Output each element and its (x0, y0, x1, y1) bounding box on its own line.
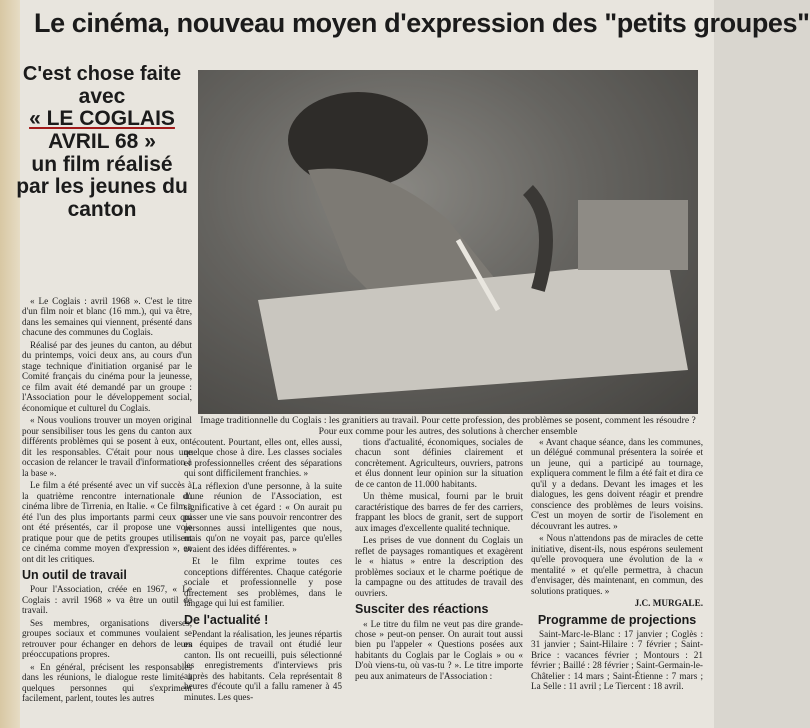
program-list: Saint-Marc-le-Blanc : 17 janvier ; Coglès : 31 janvier ; Saint-Hilaire : 7 février ; Saint-Brice : vacances février ; Montours : 21 février ; Baillé : 28 février ; Saint-Germain-le-Châtelier : 14 mars ; Saint-Étienne : 7 mars ; La Selle : 11 avril ; Le Tiercent : 18 avril. (531, 629, 703, 692)
paragraph: Un thème musical, fourni par le bruit caractéristique des barres de fer des carriers, frappant les blocs de granit, sert de support aux images d'excellente qualité technique. (355, 491, 523, 533)
subheading: Susciter des réactions (355, 602, 489, 617)
paragraph: « Nous voulions trouver un moyen original pour sensibiliser tous les gens du canton aux différents problèmes qui se posent à eux, ont dit les responsables. C'était pour nous une occasion de relancer le travail d'information à la base ». (22, 415, 192, 478)
paragraph: La réflexion d'une personne, à la suite d'une réunion de l'Association, est significative à cet égard : « On aurait pu passer une vie sans pouvoir rencontrer des personnes aussi intelligentes que nous, mais qu'on ne voyait pas, parce qu'elles avaient des idées différentes. » (184, 480, 342, 554)
deck-line-1: C'est chose faite (22, 63, 182, 85)
deck-line-4: AVRIL 68 » (48, 129, 156, 153)
paragraph: Réalisé par des jeunes du canton, au début du printemps, voici deux ans, au cours d'un stage technique d'initiation organisé par le Comité français du cinéma pour la jeunesse, ce film avait été demandé par un groupe : l'Association pour le développement social, économique et culturel du Coglais. (22, 339, 192, 413)
paragraph: « Le titre du film ne veut pas dire grande-chose » peut-on penser. On aurait tout aussi bien pu l'appeler « Questions posées aux habitants du Coglais par le Coglais » ou « D'où viens-tu, où vas-tu ? ». Le titre importe peu aux animateurs de l'Association : (355, 618, 523, 681)
paragraph: tions d'actualité, économiques, sociales de chacun sont définies clairement et concrètement. Agriculteurs, ouvriers, patrons et élus donnent leur opinion sur la situation de ce canton de 11.000 habitants. (355, 437, 523, 489)
paragraph: « En général, précisent les responsables dans les réunions, le dialogue reste limité à quelques personnes qui s'expriment facilement, parlent, toutes les autres (22, 661, 192, 704)
paragraph: « Nous n'attendons pas de miracles de cette initiative, disent-ils, nous espérons seulement qu'elle provoquera une évolution de la « mentalité » et qu'elle permettra, à chacun d'envisager, dès maintenant, en commun, des solutions pratiques. » (531, 533, 703, 596)
paragraph: Pour l'Association, créée en 1967, « Le Coglais : avril 1968 » va être un outil de travail. (22, 584, 192, 616)
paragraph: Pendant la réalisation, les jeunes répartis en équipes de travail ont étudié leur canton. Ils ont recueilli, puis sélectionné les enregistrements d'interviews pris auprès des habitants. Cela représentait 8 heures d'écoute qu'il a fallu ramener à 45 minutes. Les ques- (184, 629, 342, 702)
column-3 (355, 437, 523, 683)
photo-illustration (198, 70, 698, 414)
paragraph: Les prises de vue donnent du Coglais un reflet de paysages romantiques et exagèrent le « hiatus » entre la description des problèmes sociaux et le charme poétique de la campagne ou des attitudes de travail des ouvriers. (355, 535, 523, 598)
paragraph: Le film a été présenté avec un vif succès à la quatrième rencontre internationale du cinéma libre de Tirrenia, en Italie. « Ce film a été l'un des plus importants parmi ceux qui ont été présentés, car il propose une voie pratique pour que de petits groupes utilisent ce cinéma comme moyen d'expression », en ont dit les critiques. (22, 480, 192, 564)
author-signature: J.C. MURGALE. (634, 598, 703, 609)
program-heading: Programme de projections (537, 612, 697, 627)
column-4 (531, 437, 703, 694)
column-2 (184, 437, 342, 704)
subheading: De l'actualité ! (184, 612, 269, 627)
photo-caption: Image traditionnelle du Coglais : les granitiers au travail. Pour cette profession, des problèmes se posent, comment les résoudre ? Pour eux comme pour les autres, des solutions à chercher ensemble (200, 415, 696, 437)
subheading: Un outil de travail (22, 568, 127, 583)
photo-granitiers (198, 70, 698, 414)
deck-line-5: un film réalisé par les jeunes du canton (16, 152, 188, 221)
paragraph: « Avant chaque séance, dans les communes, un délégué communal présentera la soirée et un jeune, qui a participé au tournage, expliquera comment le film a été fait et dira ce qu'il y a dedans. Devant les images et les dialogues, les gens doivent réagir et prendre conscience des problèmes de leurs voisins. C'est un moyen de sortir de l'isolement en découvrant les autres. » (531, 437, 703, 531)
paragraph: Ses membres, organisations diverses, groupes sociaux et communes voulaient se retrouver pour échanger en dehors de leurs préoccupations propres. (22, 617, 192, 660)
paragraph: « Le Coglais : avril 1968 ». C'est le titre d'un film noir et blanc (16 mm.), qui va être, dans les semaines qui viennent, présenté dans chacune des communes du Coglais. (22, 296, 192, 338)
column-1 (22, 296, 192, 706)
deck-title (14, 64, 190, 222)
headline: Le cinéma, nouveau moyen d'expression des "petits groupes" (34, 8, 810, 38)
deck-line-2: avec (78, 84, 126, 108)
paragraph: écoutent. Pourtant, elles ont, elles aussi, quelque chose à dire. Les classes sociales et professionnelles créent des séparations qui sont difficilement franchies. » (184, 437, 342, 479)
paragraph: Et le film exprime toutes ces conceptions différentes. Chaque catégorie sociale et professionnelle y pose directement ses problèmes, dans le langage qui lui est familier. (184, 556, 342, 609)
deck-line-3: « LE COGLAIS (29, 107, 175, 131)
